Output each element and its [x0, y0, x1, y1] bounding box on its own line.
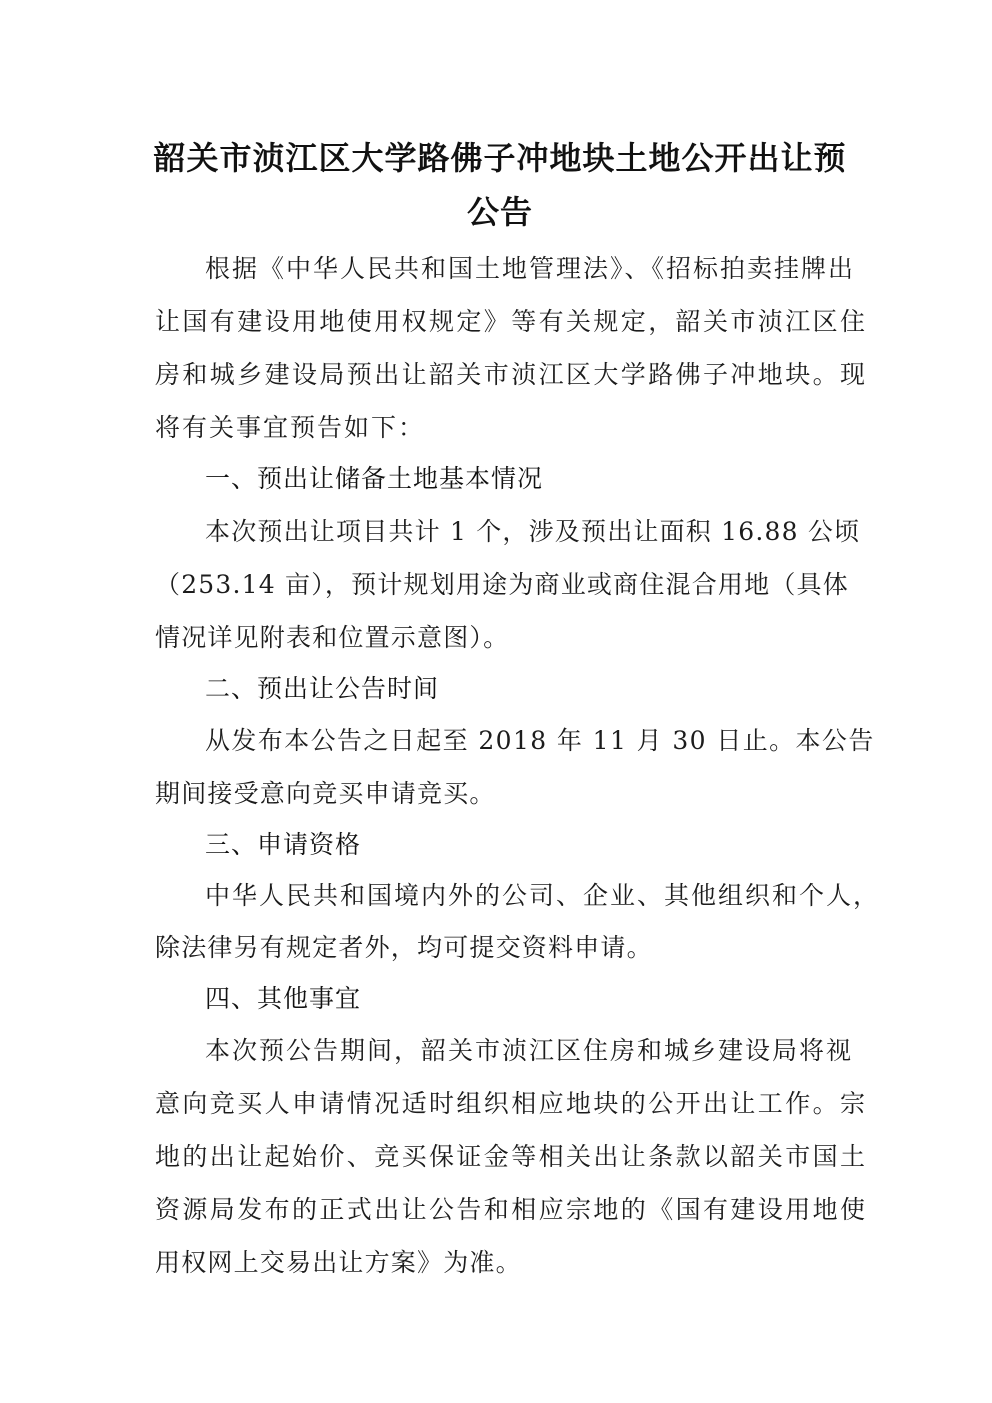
section-heading: 二、预出让公告时间	[205, 674, 440, 703]
section-line: 地的出让起始价、竞买保证金等相关出让条款以韶关市国土	[155, 1142, 868, 1171]
section-heading: 一、预出让储备土地基本情况	[205, 464, 544, 493]
section-line: 资源局发布的正式出让公告和相应宗地的《国有建设用地使	[155, 1195, 868, 1224]
intro-line: 房和城乡建设局预出让韶关市浈江区大学路佛子冲地块。现	[155, 360, 868, 389]
section-line: 情况详见附表和位置示意图）。	[155, 623, 510, 652]
section-heading: 三、申请资格	[205, 830, 362, 859]
document-title-line-1: 韶关市浈江区大学路佛子冲地块土地公开出让预	[153, 139, 847, 177]
section-line: 意向竞买人申请情况适时组织相应地块的公开出让工作。宗	[155, 1089, 868, 1118]
section-line: （253.14 亩），预计规划用途为商业或商住混合用地（具体	[155, 570, 849, 599]
section-line: 本次预公告期间，韶关市浈江区住房和城乡建设局将视	[205, 1036, 854, 1065]
document-title-line-2: 公告	[466, 193, 533, 231]
intro-line: 将有关事宜预告如下：	[155, 413, 426, 442]
section-line: 除法律另有规定者外，均可提交资料申请。	[155, 933, 653, 962]
intro-line: 让国有建设用地使用权规定》等有关规定，韶关市浈江区住	[155, 307, 868, 336]
section-line: 中华人民共和国境内外的公司、企业、其他组织和个人，	[205, 881, 881, 910]
section-heading: 四、其他事宜	[205, 984, 362, 1013]
section-line: 用权网上交易出让方案》为准。	[155, 1248, 522, 1277]
intro-line: 根据《中华人民共和国土地管理法》、《招标拍卖挂牌出	[205, 254, 856, 283]
section-line: 从发布本公告之日起至 2018 年 11 月 30 日止。本公告	[205, 726, 875, 755]
section-line: 本次预出让项目共计 1 个，涉及预出让面积 16.88 公顷	[205, 517, 861, 546]
section-line: 期间接受意向竞买申请竞买。	[155, 779, 496, 808]
